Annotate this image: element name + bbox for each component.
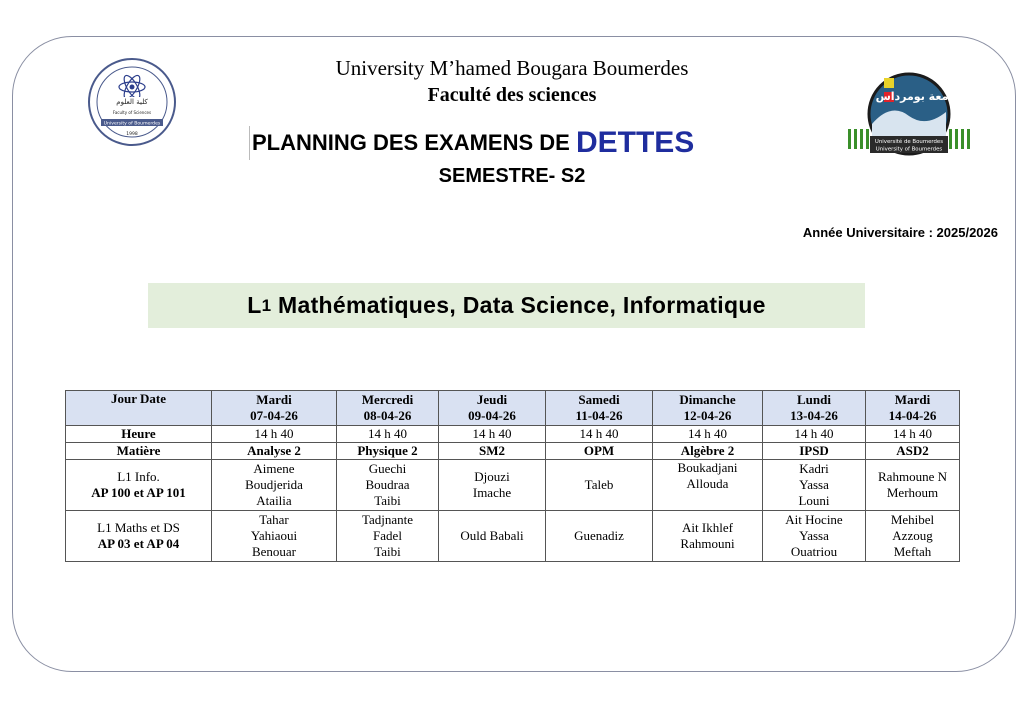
surveillants-cell: Tadjnante Fadel Taibi [337,511,439,562]
surveillants-cell: Ait Ikhlef Rahmouni [653,511,763,562]
faculty-name: Faculté des sciences [427,84,597,106]
subject-cell: ASD2 [866,443,960,460]
time-cell: 14 h 40 [337,426,439,443]
semester-title: SEMESTRE- S2 [438,165,586,187]
surveillants-cell: Guechi Boudraa Taibi [337,460,439,511]
banner-prefix: L [247,292,262,318]
svg-text:Université de Boumerdes: Université de Boumerdes [874,139,944,145]
group-label: L1 Maths et DS AP 03 et AP 04 [66,511,212,562]
day-header: Mardi 14-04-26 [866,391,960,426]
svg-text:1998: 1998 [126,132,138,137]
day-header: Lundi 13-04-26 [763,391,866,426]
time-cell: 14 h 40 [546,426,653,443]
surveillants-cell: Ould Babali [439,511,546,562]
surveillants-cell: Tahar Yahiaoui Benouar [212,511,337,562]
banner-text: Mathématiques, Data Science, Informatique [271,292,766,318]
svg-text:جامعة بومرداس: جامعة بومرداس [875,90,961,103]
svg-text:University of Boumerdes: University of Boumerdes [875,146,943,153]
title-highlight: DETTES [575,126,695,159]
svg-text:University of Boumerdes: University of Boumerdes [103,121,161,127]
surveillants-cell: Kadri Yassa Louni [763,460,866,511]
svg-text:كلية العلوم: كلية العلوم [116,98,148,106]
matiere-row [66,443,960,460]
surveillants-cell: Ait Hocine Yassa Ouatriou [763,511,866,562]
time-cell: 14 h 40 [866,426,960,443]
matiere-label: Matière [66,443,212,460]
subject-cell: SM2 [439,443,546,460]
time-cell: 14 h 40 [439,426,546,443]
program-banner [148,283,865,328]
subject-cell: Algèbre 2 [653,443,763,460]
academic-year: Année Universitaire : 2025/2026 [802,225,998,240]
day-header: Jeudi 09-04-26 [439,391,546,426]
university-name: University M’hamed Bougara Boumerdes [335,56,689,80]
jour-date-header: Jour Date [66,391,212,426]
surveillants-cell: Djouzi Imache [439,460,546,511]
surveillants-cell: Rahmoune N Merhoum [866,460,960,511]
subject-cell: Analyse 2 [212,443,337,460]
table-header-row [66,391,960,426]
subject-cell: OPM [546,443,653,460]
subject-cell: IPSD [763,443,866,460]
title-prefix: PLANNING DES EXAMENS DE [252,130,576,155]
subject-cell: Physique 2 [337,443,439,460]
surveillants-cell: Boukadjani Allouda [653,460,763,511]
group-row-info [66,460,960,511]
group-label: L1 Info. AP 100 et AP 101 [66,460,212,511]
day-header: Mercredi 08-04-26 [337,391,439,426]
time-cell: 14 h 40 [653,426,763,443]
day-header: Mardi 07-04-26 [212,391,337,426]
svg-text:Faculty of Sciences: Faculty of Sciences [112,110,152,115]
day-header: Dimanche 12-04-26 [653,391,763,426]
exam-schedule-table [65,390,960,562]
surveillants-cell: Taleb [546,460,653,511]
time-cell: 14 h 40 [763,426,866,443]
time-cell: 14 h 40 [212,426,337,443]
surveillants-cell: Guenadiz [546,511,653,562]
day-header: Samedi 11-04-26 [546,391,653,426]
page-title [249,126,694,160]
heure-label: Heure [66,426,212,443]
banner-sub: 1 [261,295,272,315]
surveillants-cell: Aimene Boudjerida Atailia [212,460,337,511]
heure-row [66,426,960,443]
group-row-maths [66,511,960,562]
surveillants-cell: Mehibel Azzoug Meftah [866,511,960,562]
